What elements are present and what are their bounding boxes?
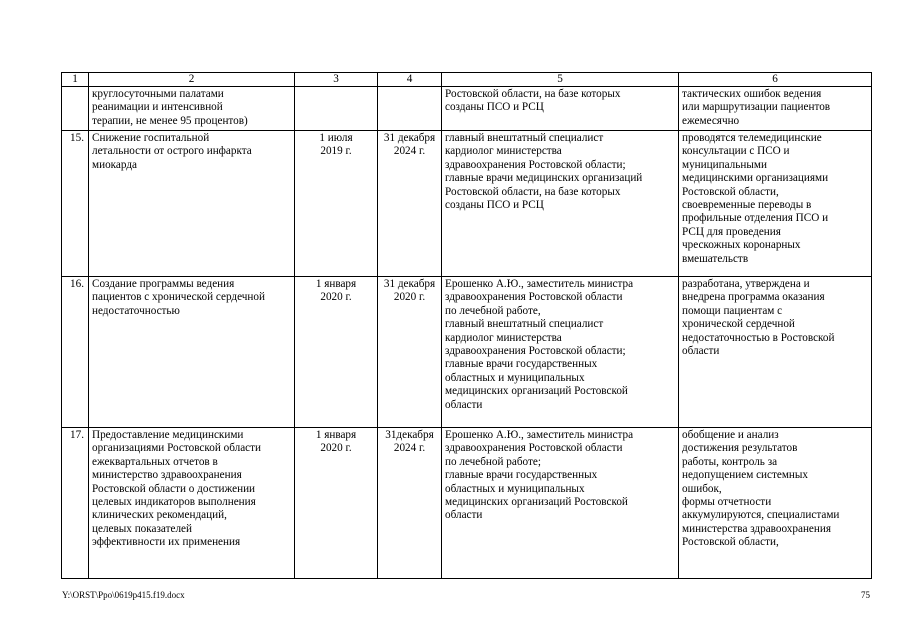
row-result: проводятся телемедицинские консультации с ПСО и муниципальными медицинскими организациями Ростовской области, своевременные переводы в профильные отделения ПСО и РСЦ для проведения чрескожных коронарных вмешательств xyxy=(679,131,872,277)
column-number-header: 1 xyxy=(62,73,89,87)
row-number: 15. xyxy=(62,131,89,277)
row-event: Снижение госпитальной летальности от острого инфаркта миокарда xyxy=(89,131,295,277)
row-number: 17. xyxy=(62,428,89,579)
row-result: тактических ошибок ведения или маршрутизации пациентов ежемесячно xyxy=(679,87,872,131)
table-header-row xyxy=(62,73,872,87)
row-responsible: Ерошенко А.Ю., заместитель министра здравоохранения Ростовской области по лечебной работе, главный внештатный специалист кардиолог министерства здравоохранения Ростовской области; главные врачи государственных областных и муниципальных медицинских организаций Ростовской области xyxy=(442,277,679,428)
column-end-header: 4 xyxy=(378,73,442,87)
table-row xyxy=(62,87,872,131)
row-start-date: 1 января 2020 г. xyxy=(295,277,378,428)
row-responsible: главный внештатный специалист кардиолог министерства здравоохранения Ростовской области; главные врачи медицинских организаций Ростовской области, на базе которых созданы ПСО и РСЦ xyxy=(442,131,679,277)
table-row xyxy=(62,277,872,428)
row-start-date xyxy=(295,87,378,131)
row-end-date: 31декабря 2024 г. xyxy=(378,428,442,579)
row-event: Предоставление медицинскими организациями Ростовской области ежеквартальных отчетов в министерство здравоохранения Ростовской области о достижении целевых индикаторов выполнения клинических рекомендаций, целевых показателей эффективности их применения xyxy=(89,428,295,579)
row-result: разработана, утверждена и внедрена программа оказания помощи пациентам с хронической сердечной недостаточностью в Ростовской области xyxy=(679,277,872,428)
table-row xyxy=(62,131,872,277)
row-end-date: 31 декабря 2020 г. xyxy=(378,277,442,428)
row-end-date xyxy=(378,87,442,131)
row-event: круглосуточными палатами реанимации и интенсивной терапии, не менее 95 процентов) xyxy=(89,87,295,131)
column-result-header: 6 xyxy=(679,73,872,87)
column-start-header: 3 xyxy=(295,73,378,87)
row-end-date: 31 декабря 2024 г. xyxy=(378,131,442,277)
row-responsible: Ерошенко А.Ю., заместитель министра здравоохранения Ростовской области по лечебной работе; главные врачи государственных областных и муниципальных медицинских организаций Ростовской области xyxy=(442,428,679,579)
column-event-header: 2 xyxy=(89,73,295,87)
row-start-date: 1 января 2020 г. xyxy=(295,428,378,579)
row-number: 16. xyxy=(62,277,89,428)
column-responsible-header: 5 xyxy=(442,73,679,87)
row-start-date: 1 июля 2019 г. xyxy=(295,131,378,277)
row-responsible: Ростовской области, на базе которых созданы ПСО и РСЦ xyxy=(442,87,679,131)
row-result: обобщение и анализ достижения результатов работы, контроль за недопущением системных ошибок, формы отчетности аккумулируются, специалистами министерства здравоохранения Ростовской области, xyxy=(679,428,872,579)
row-number xyxy=(62,87,89,131)
measures-table xyxy=(61,72,872,579)
page-number: 75 xyxy=(861,590,870,600)
footer-file-path: Y:\ORST\Ppo\0619p415.f19.docx xyxy=(62,590,185,600)
table-row xyxy=(62,428,872,579)
row-event: Создание программы ведения пациентов с хронической сердечной недостаточностью xyxy=(89,277,295,428)
